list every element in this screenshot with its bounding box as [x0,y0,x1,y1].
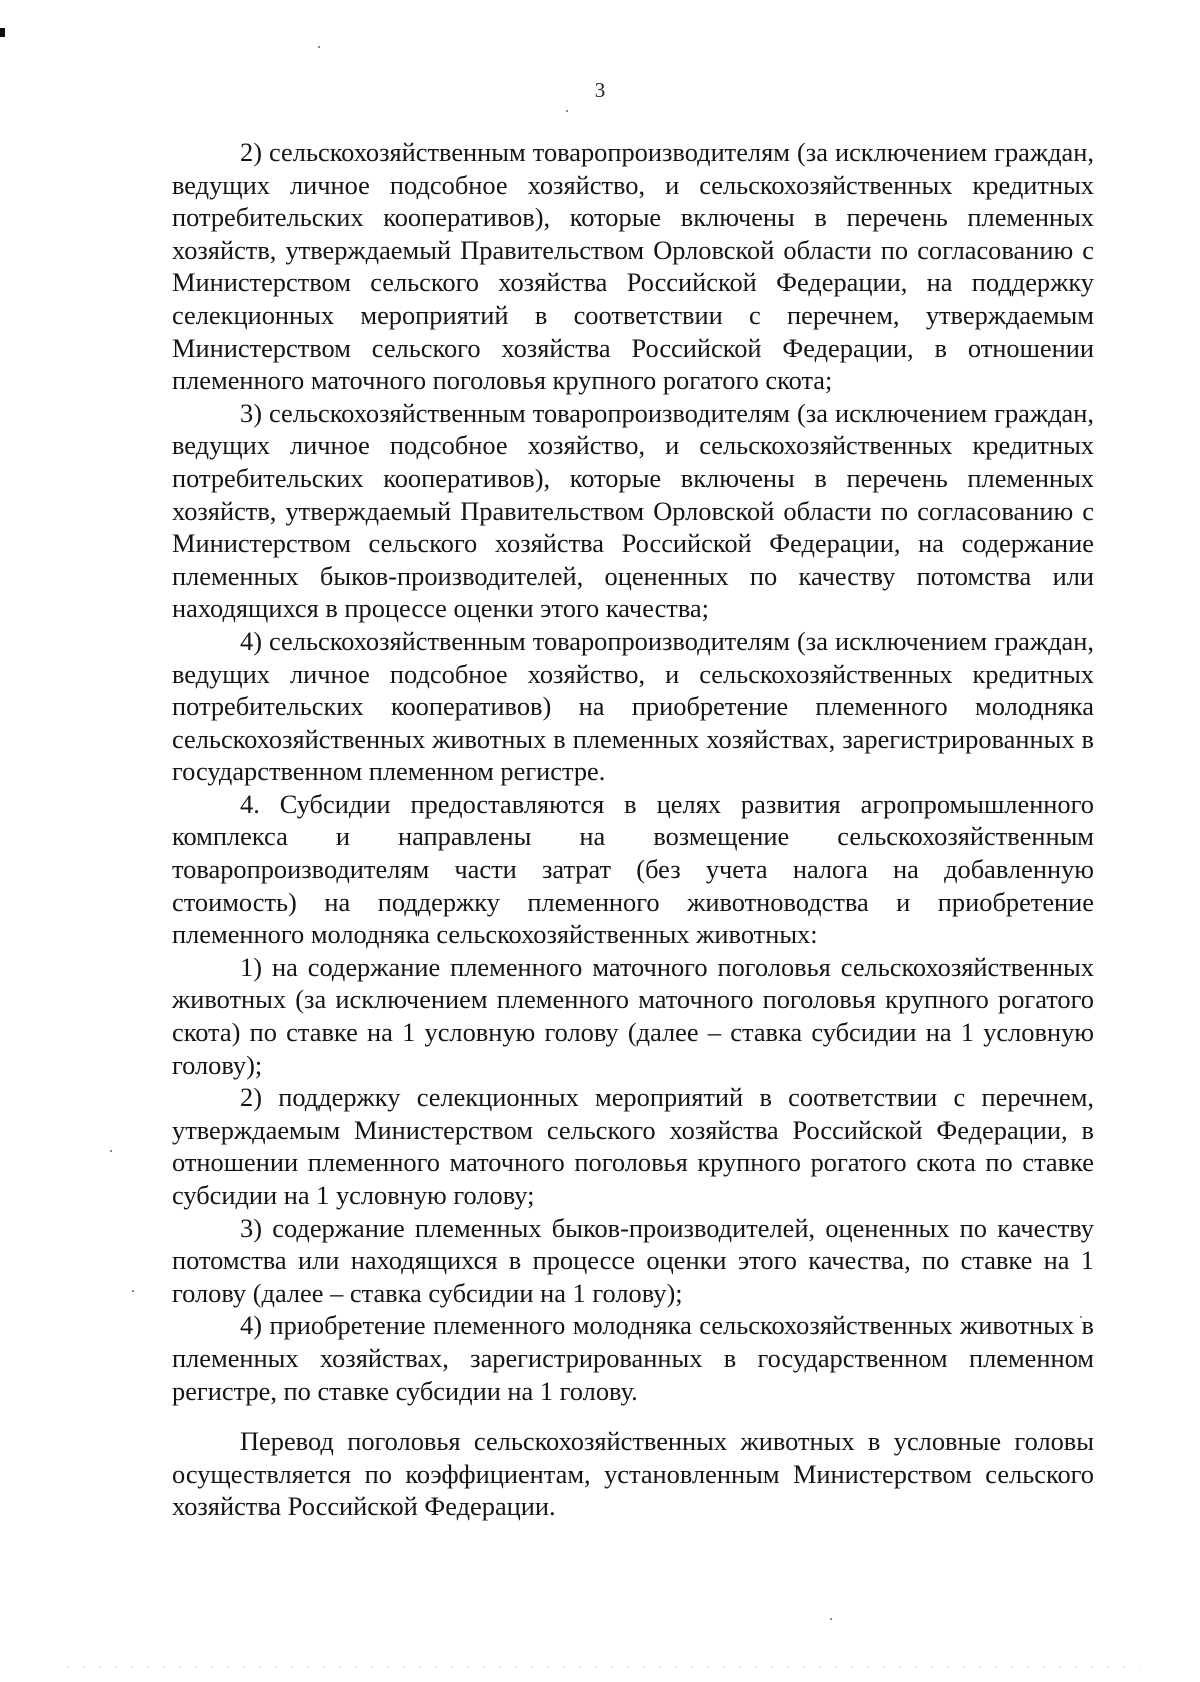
paragraph-section-4-subsidy-purpose: 4. Субсидии предоставляются в целях развития агропромышленного комплекса и направлены на возмещение сельскохозяйственным товаропроизводителям части затрат (без учета налога на добавленную стоимость) на поддержку племенного животноводства и приобретение племенного молодняка сельскохозяйственных животных: [172,788,1094,950]
scan-speck [830,1618,832,1620]
paragraph-conversion-coefficients: Перевод поголовья сельскохозяйственных животных в условные головы осуществляется по коэффициентам, установленным Министерством сельского хозяйства Российской Федерации. [172,1426,1094,1522]
paragraph-item-3-bulls-maintenance: 3) сельскохозяйственным товаропроизводителям (за исключением граждан, ведущих личное подсобное хозяйство, и сельскохозяйственных кредитных потребительских кооперативов), которые включены в перечень племенных хозяйств, утверждаемый Правительством Орловской области по согласованию с Министерством сельского хозяйства Российской Федерации, на содержание племенных быков-производителей, оцененных по качеству потомства или находящихся в процессе оценки этого качества; [172,397,1094,624]
paragraph-subitem-2-selection-support: 2) поддержку селекционных мероприятий в соответствии с перечнем, утверждаемым Министерством сельского хозяйства Российской Федерации, в отношении племенного маточного поголовья крупного рогатого скота по ставке субсидии на 1 условную голову; [172,1082,1094,1210]
scan-speck [132,1290,134,1292]
document-body [172,136,1094,1523]
scan-edge-noise [60,1666,1140,1668]
paragraph-item-2-breeding-measures: 2) сельскохозяйственным товаропроизводителям (за исключением граждан, ведущих личное подсобное хозяйство, и сельскохозяйственных кредитных потребительских кооперативов), которые включены в перечень племенных хозяйств, утверждаемый Правительством Орловской области по согласованию с Министерством сельского хозяйства Российской Федерации, на поддержку селекционных мероприятий в соответствии с перечнем, утверждаемым Министерством сельского хозяйства Российской Федерации, в отношении племенного маточного поголовья крупного рогатого скота; [172,137,1094,396]
paragraph-item-4-young-stock-purchase: 4) сельскохозяйственным товаропроизводителям (за исключением граждан, ведущих личное подсобное хозяйство, и сельскохозяйственных кредитных потребительских кооперативов) на приобретение племенного молодняка сельскохозяйственных животных в племенных хозяйствах, зарегистрированных в государственном племенном регистре. [172,625,1094,787]
paragraph-subitem-1-breeding-stock: 1) на содержание племенного маточного поголовья сельскохозяйственных животных (за исключением племенного маточного поголовья крупного рогатого скота) по ставке на 1 условную голову (далее – ставка субсидии на 1 условную голову); [172,951,1094,1080]
page-number: 3 [594,78,606,102]
scan-speck [566,110,568,112]
paragraph-subitem-4-young-stock-rate: 4) приобретение племенного молодняка сельскохозяйственных животных в племенных хозяйствах, зарегистрированных в государственном племенном регистре, по ставке субсидии на 1 голову. [172,1310,1094,1406]
scan-binding-mark [0,28,5,37]
paragraph-subitem-3-bulls-rate: 3) содержание племенных быков-производителей, оцененных по качеству потомства или находящихся в процессе оценки этого качества, по ставке на 1 голову (далее – ставка субсидии на 1 голову); [172,1212,1094,1308]
scan-speck [110,1150,112,1152]
scan-speck [318,46,320,48]
